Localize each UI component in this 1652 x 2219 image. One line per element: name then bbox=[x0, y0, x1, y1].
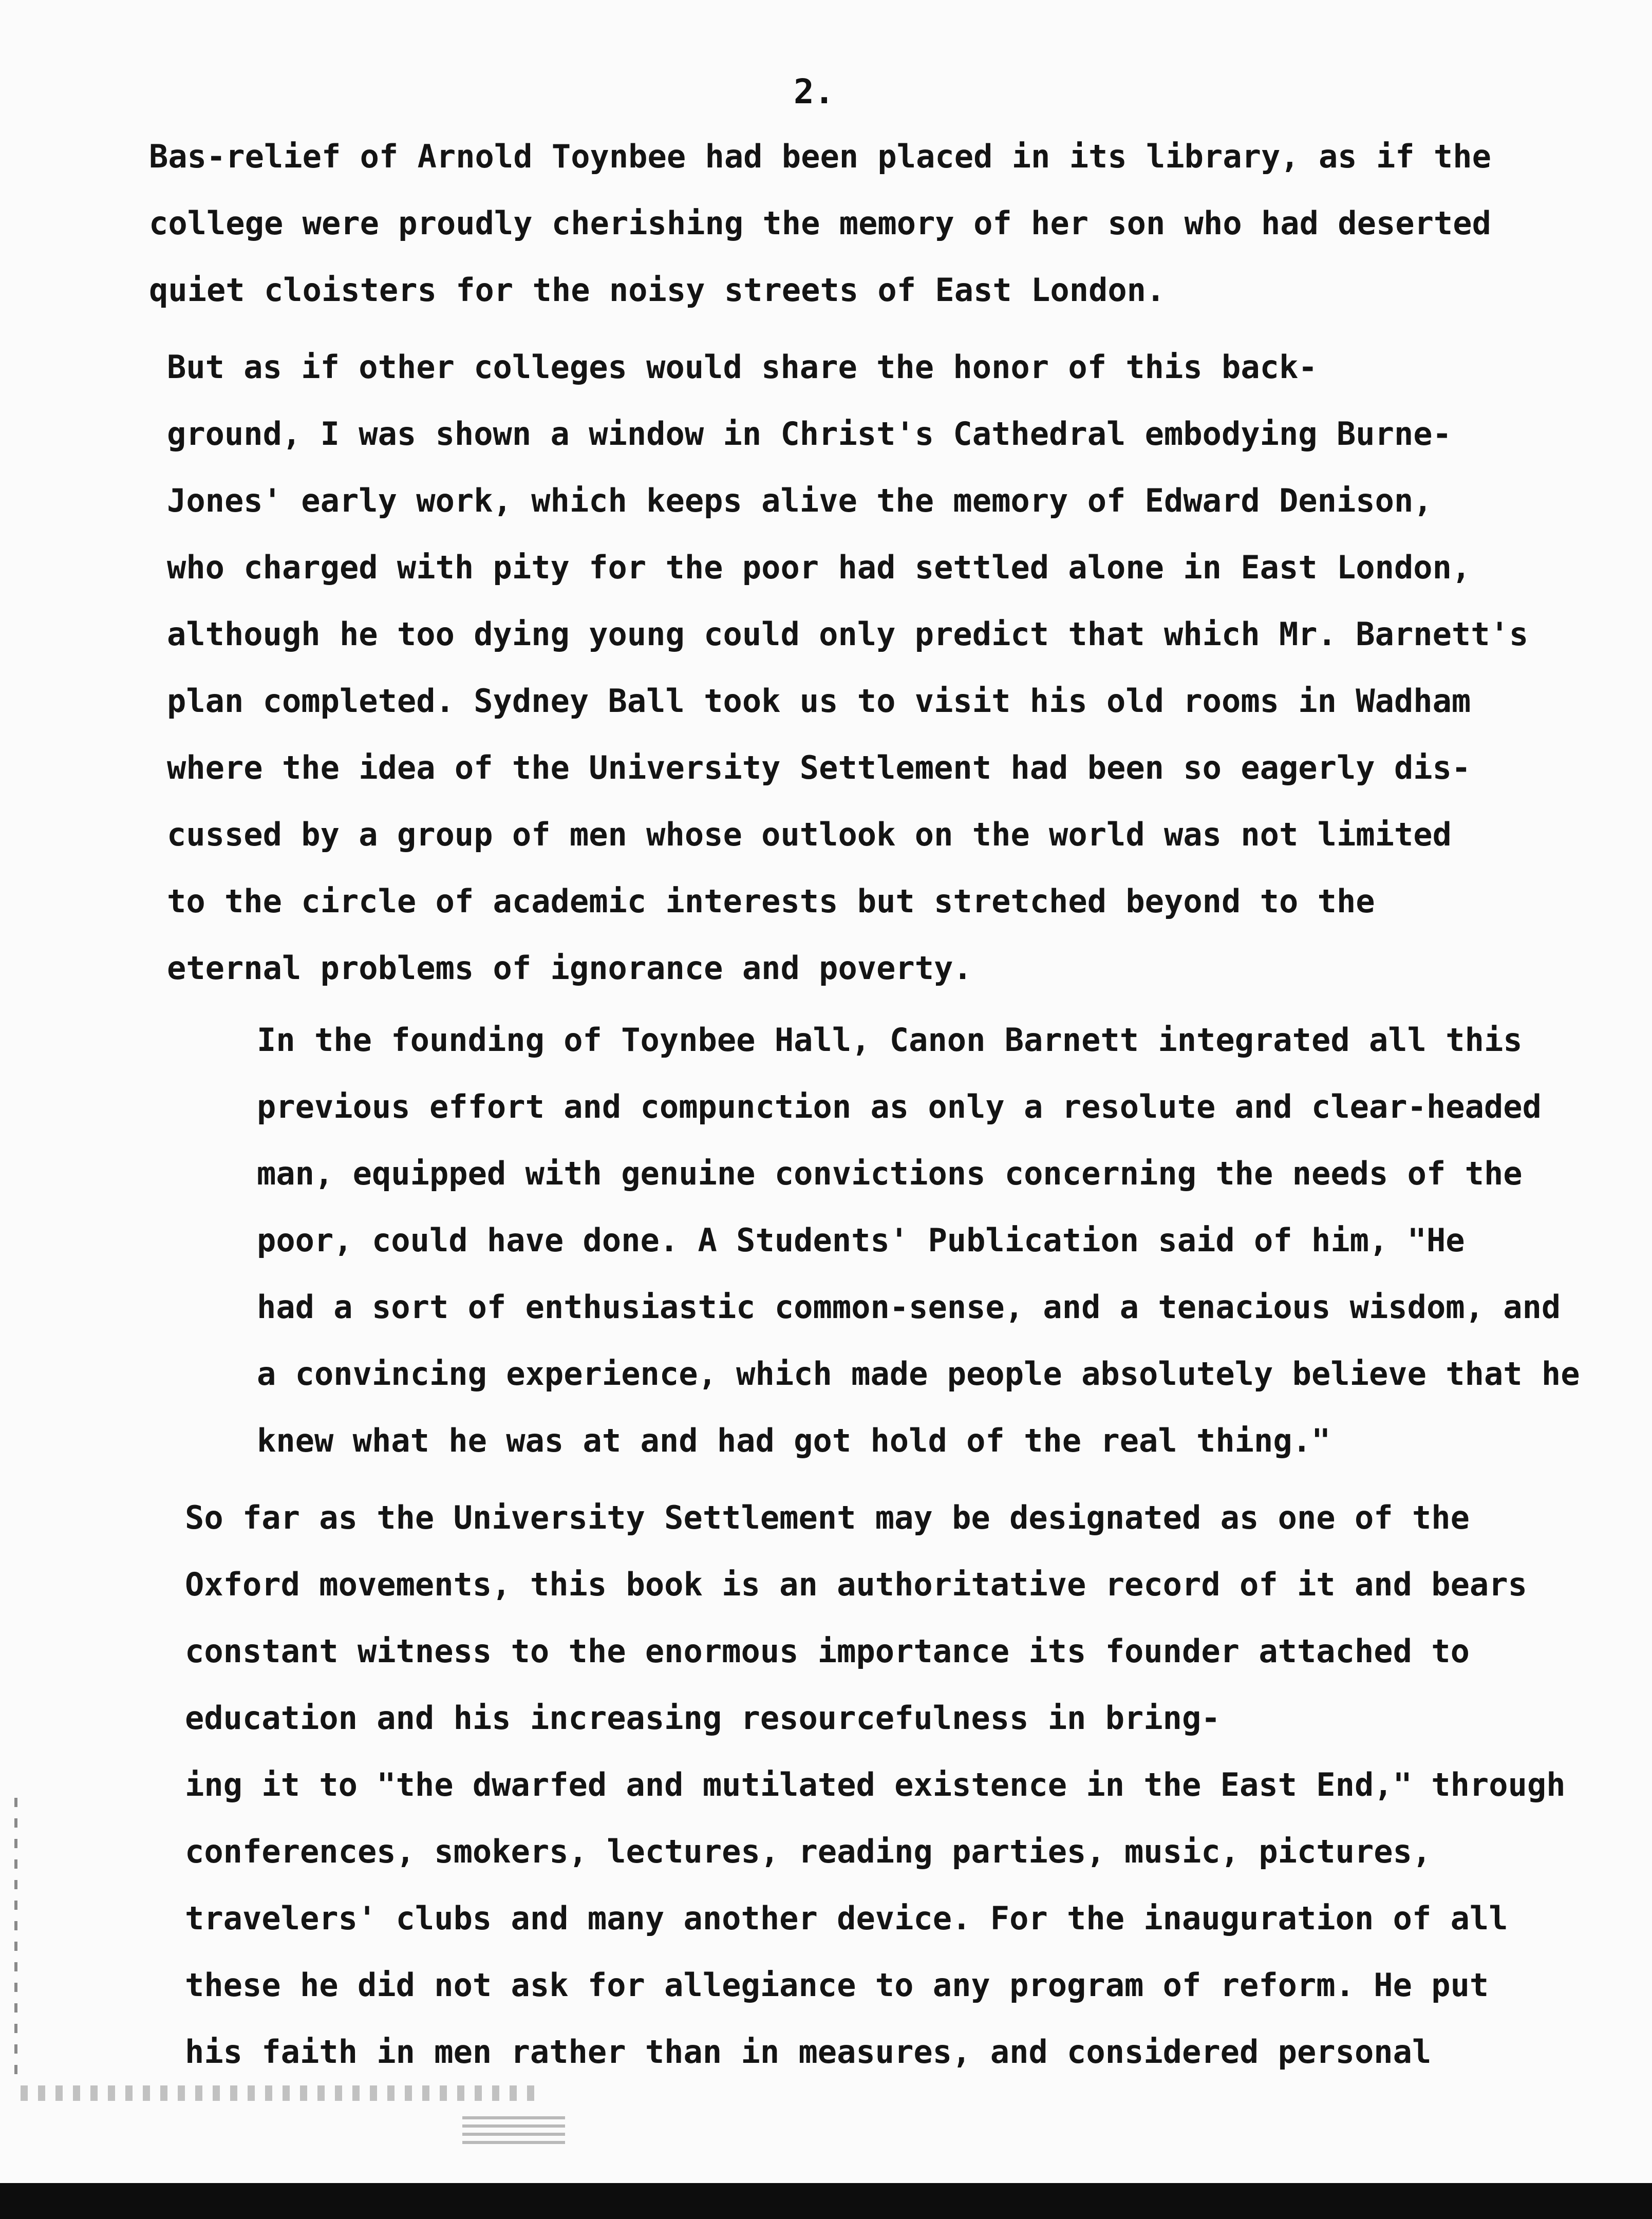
paragraph-4 bbox=[185, 1484, 1566, 2085]
text-line: eternal problems of ignorance and poverty. bbox=[167, 949, 972, 987]
text-line: cussed by a group of men whose outlook on the world was not limited bbox=[167, 816, 1452, 853]
text-line: to the circle of academic interests but stretched beyond to the bbox=[167, 882, 1375, 920]
text-line: quiet cloisters for the noisy streets of East London. bbox=[149, 271, 1166, 309]
text-line: ing it to "the dwarfed and mutilated existence in the East End," through bbox=[185, 1766, 1566, 1803]
text-line: although he too dying young could only predict that which Mr. Barnett's bbox=[167, 615, 1529, 653]
text-line: travelers' clubs and many another device. For the inauguration of all bbox=[185, 1900, 1508, 1937]
text-line: conferences, smokers, lectures, reading parties, music, pictures, bbox=[185, 1833, 1432, 1870]
text-line: In the founding of Toynbee Hall, Canon Barnett integrated all this bbox=[257, 1021, 1523, 1059]
text-line: his faith in men rather than in measures, and considered personal bbox=[185, 2033, 1432, 2071]
text-line: man, equipped with genuine convictions concerning the needs of the bbox=[257, 1155, 1523, 1192]
text-line: ground, I was shown a window in Christ's Cathedral embodying Burne- bbox=[167, 415, 1452, 453]
text-line: a convincing experience, which made people absolutely believe that he bbox=[257, 1355, 1580, 1393]
text-line: these he did not ask for allegiance to any program of reform. He put bbox=[185, 1966, 1489, 2004]
text-line: where the idea of the University Settlement had been so eagerly dis- bbox=[167, 749, 1471, 786]
text-line: But as if other colleges would share the honor of this back- bbox=[167, 348, 1318, 386]
text-line: Jones' early work, which keeps alive the memory of Edward Denison, bbox=[167, 482, 1433, 519]
text-line: previous effort and compunction as only a resolute and clear-headed bbox=[257, 1088, 1542, 1125]
scan-page-edge bbox=[0, 2183, 1652, 2219]
text-line: So far as the University Settlement may be designated as one of the bbox=[185, 1499, 1470, 1536]
text-line: had a sort of enthusiastic common-sense, and a tenacious wisdom, and bbox=[257, 1288, 1561, 1326]
text-line: who charged with pity for the poor had settled alone in East London, bbox=[167, 549, 1471, 586]
text-line: poor, could have done. A Students' Publication said of him, "He bbox=[257, 1221, 1465, 1259]
text-line: knew what he was at and had got hold of the real thing." bbox=[257, 1422, 1331, 1459]
text-line: constant witness to the enormous importance its founder attached to bbox=[185, 1632, 1470, 1670]
paragraph-3 bbox=[257, 1007, 1580, 1474]
text-line: education and his increasing resourcefulness in bring- bbox=[185, 1699, 1221, 1737]
paragraph-2 bbox=[167, 334, 1528, 1002]
page-number: 2. bbox=[794, 72, 835, 111]
text-line: plan completed. Sydney Ball took us to visit his old rooms in Wadham bbox=[167, 682, 1471, 720]
text-line: college were proudly cherishing the memory of her son who had deserted bbox=[149, 204, 1491, 242]
paragraph-1 bbox=[149, 123, 1491, 324]
text-line: Bas-relief of Arnold Toynbee had been placed in its library, as if the bbox=[149, 138, 1491, 175]
scan-smudge bbox=[21, 2085, 534, 2101]
scan-margin-artifact bbox=[14, 1798, 17, 2085]
scan-mark bbox=[462, 2116, 565, 2147]
text-line: Oxford movements, this book is an authoritative record of it and bears bbox=[185, 1566, 1527, 1603]
